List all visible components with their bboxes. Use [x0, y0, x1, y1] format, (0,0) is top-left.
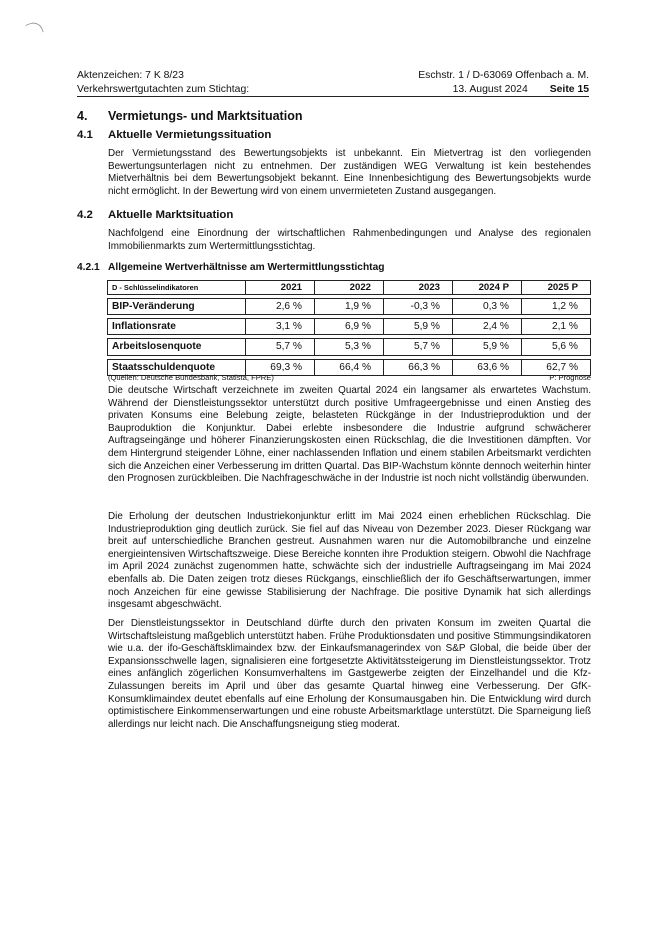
table-cell: 5,7 % — [384, 339, 453, 355]
table-header-row — [108, 281, 591, 295]
section-title: Vermietungs- und Marktsituation — [108, 109, 303, 123]
table-cell: 63,6 % — [453, 359, 522, 375]
table-cell: 1,2 % — [522, 299, 591, 315]
year-header: 2022 — [315, 281, 384, 295]
body-paragraph: Die deutsche Wirtschaft verzeichnete im zweiten Quartal 2024 ein langsamer als erwartetes Wachstum. Während der Dienstleistungssektor unterstützt durch positive Umfrageergebnisse und einen Anstieg des privaten Konsums eine Belebung zeigte, belasteten Rückgänge in der Industrieproduktion und der Bauproduktion die Konjunktur. Dabei erlebte insbesondere die Industrie aufgrund schwächerer Auftragseingänge und höherer Finanzierungskosten einen Rückschlag, die die Investitionen dämpften. Vor dem Hintergrund steigender Löhne, einer nachlassenden Inflation und einem stabilen Arbeitsmarkt verdichten sich die Anzeichen einer Verbesserung im dritten Quartal. Das BIP-Wachstum könnte dennoch weiterhin hinter den Prognosen zurückbleiben. Die Nachfrageschwäche in der Industrie ist noch nicht vollständig überwunden. — [108, 385, 591, 485]
section-4-1-heading — [77, 129, 271, 141]
body-paragraph: Die Erholung der deutschen Industriekonjunktur erlitt im Mai 2024 einen erheblichen Rückschlag. Die Industrieproduktion ging deutlich zurück. Sie fiel auf das Niveau von Dezember 2023. Dieser Rückgang war breit auf unterschiedliche Branchen gestreut. Ausnahmen waren nur die Automobilbranche und einzelne energieintensiven Wirtschaftszweige. Diese Bereiche konnten ihre Produktion steigern. Obwohl die Nachfrage im April 2024 zunächst zugenommen hatte, schwächte sich der industrielle Auftragseingang im Mai 2024 ebenfalls ab. Die Daten zeigen trotz dieses Rückgangs, einschließlich der ifo Geschäftserwartungen, immer noch Anzeichen für eine gewisse Stabilisierung der Nachfrage. Die positive Dynamik hat sich allerdings insgesamt abgeschwächt. — [108, 511, 591, 611]
valuation-date: 13. August 2024 — [452, 84, 528, 95]
section-4-2-heading — [77, 209, 233, 221]
table-row — [108, 319, 591, 335]
table-cell: 66,4 % — [315, 359, 384, 375]
document-type: Verkehrswertgutachten zum Stichtag: — [77, 84, 250, 95]
year-header: 2024 P — [453, 281, 522, 295]
table-cell: 2,4 % — [453, 319, 522, 335]
section-number: 4.2.1 — [77, 262, 100, 273]
row-label: Staatsschuldenquote — [108, 359, 246, 375]
table-cell: 5,9 % — [384, 319, 453, 335]
table-cell: 5,7 % — [246, 339, 315, 355]
scan-mark — [25, 20, 44, 37]
year-header: 2021 — [246, 281, 315, 295]
table-cell: 6,9 % — [315, 319, 384, 335]
section-4-1-text: Der Vermietungsstand des Bewertungsobjekts ist unbekannt. Ein Mietvertrag ist den vorliegenden Bewertungsunterlagen nicht zu entnehmen. Der zuständigen WEG Verwaltung ist kein bestehendes Mietverhältnis bei dem Bewertungsobjekt bekannt. Eine Innenbesichtigung des Bewertungsobjekts wurde nicht ermöglicht. In der Bewertung wird von einem unvermieteten Zustand ausgegangen. — [108, 148, 591, 197]
table-cell: 69,3 % — [246, 359, 315, 375]
table-cell: 1,9 % — [315, 299, 384, 315]
header-row-1 — [77, 70, 589, 81]
row-label: BIP-Veränderung — [108, 299, 246, 315]
forecast-note: P: Prognose — [549, 373, 591, 382]
table-cell: -0,3 % — [384, 299, 453, 315]
year-header: 2025 P — [522, 281, 591, 295]
section-title: Allgemeine Wertverhältnisse am Wertermittlungsstichtag — [108, 262, 385, 273]
header-row-2 — [77, 84, 589, 97]
table-row — [108, 299, 591, 315]
section-number: 4.1 — [77, 129, 93, 141]
table-cell: 5,3 % — [315, 339, 384, 355]
section-title: Aktuelle Marktsituation — [108, 209, 234, 221]
section-4-2-1-heading — [77, 262, 384, 273]
table-cell: 0,3 % — [453, 299, 522, 315]
file-reference: Aktenzeichen: 7 K 8/23 — [77, 70, 184, 81]
section-4-heading — [77, 109, 302, 123]
table-cell: 3,1 % — [246, 319, 315, 335]
row-label: Arbeitslosenquote — [108, 339, 246, 355]
table-cell: 2,6 % — [246, 299, 315, 315]
table-row — [108, 339, 591, 355]
table-footnote — [108, 373, 591, 382]
body-paragraph: Der Dienstleistungssektor in Deutschland dürfte durch den privaten Konsum im zweiten Quartal die Wirtschaftsleistung maßgeblich unterstützt haben. Frühe Produktionsdaten und positive Stimmungsindikatoren wie u.a. der ifo-Geschäftsklimaindex bzw. der Einkaufsmanagerindex von S&P Global, die beide über der Expansionsschwelle lagen, signalisieren eine fortgesetzte Aktivitätssteigerung im Dienstleistungssektor. Trotz eines anfänglich zögerlichen Konsumverhaltens im Gastgewerbe zeigten der Einzelhandel und die Kfz-Zulassungen bereits im April und über das gesamte Quartal hinweg eine Verbesserung. Der GfK-Konsumklimaindex deutet ebenfalls auf eine Erholung der Konsumausgaben hin. Die Entwicklung wird durch optimistischere Einkommenserwartungen und eine robuste Arbeitsmarktlage unterstützt. Die Sparneigung ließ allerdings nur leicht nach. Die Anschaffungsneigung stieg moderat. — [108, 618, 591, 730]
table-cell: 66,3 % — [384, 359, 453, 375]
section-number: 4.2 — [77, 209, 93, 221]
address: Eschstr. 1 / D-63069 Offenbach a. M. — [418, 70, 589, 81]
section-4-2-text: Nachfolgend eine Einordnung der wirtschaftlichen Rahmenbedingungen und Analyse des regionalen Immobilienmarkts zum Wertermittlungsstichtag. — [108, 228, 591, 252]
year-header: 2023 — [384, 281, 453, 295]
table-cell: 62,7 % — [522, 359, 591, 375]
table-cell: 5,6 % — [522, 339, 591, 355]
table-cell: 2,1 % — [522, 319, 591, 335]
table-cell: 5,9 % — [453, 339, 522, 355]
table-corner-label: D - Schlüsselindikatoren — [108, 281, 246, 295]
page-number: Seite 15 — [549, 84, 589, 95]
key-indicators-table — [107, 280, 591, 376]
table-source: (Quellen: Deutsche Bundesbank, Statista, FPRE) — [108, 373, 274, 382]
row-label: Inflationsrate — [108, 319, 246, 335]
section-title: Aktuelle Vermietungssituation — [108, 129, 272, 141]
section-number: 4. — [77, 109, 88, 123]
